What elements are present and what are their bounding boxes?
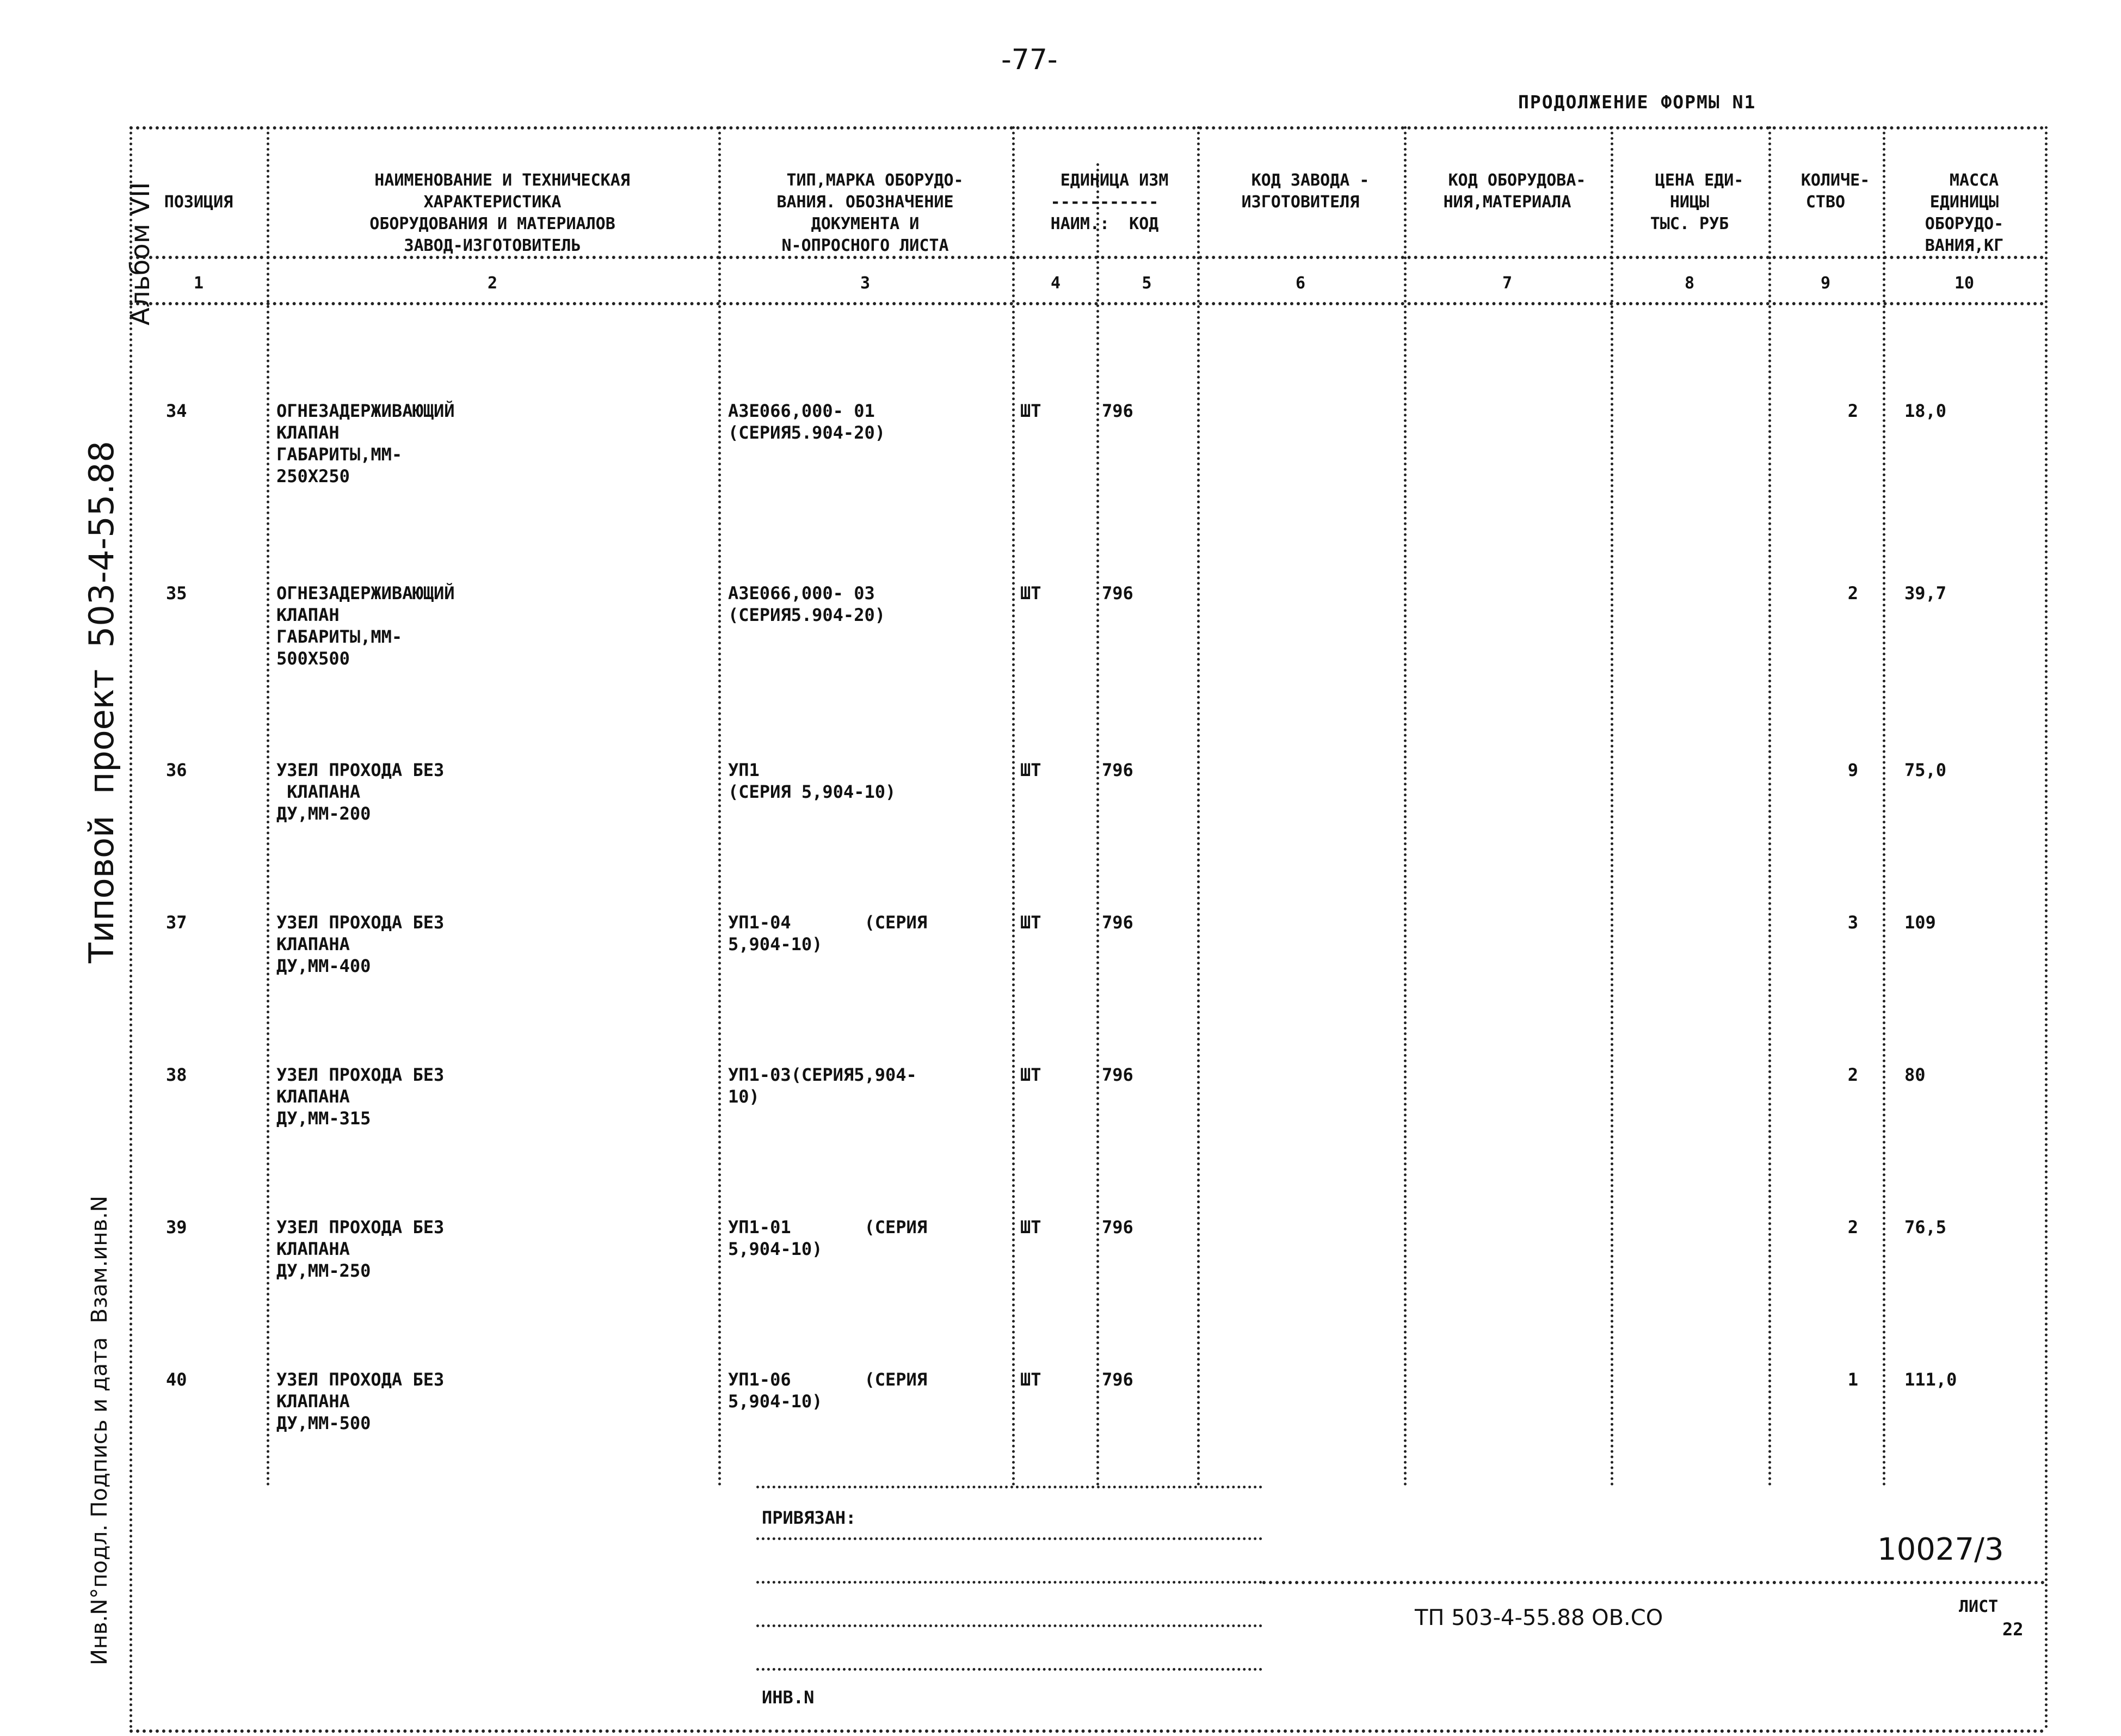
cell-name-line: УЗЕЛ ПРОХОДА БЕЗ [276,1217,445,1238]
col-sep [1611,126,1613,1487]
cell-unit: ШТ [1020,1217,1041,1238]
stamp-rule [756,1486,1262,1488]
column-number: 4 [1050,274,1061,293]
header-col-9: КОЛИЧЕ- СТВО [1801,171,1870,212]
cell-name-line: 250Х250 [276,466,350,487]
cell-pos: 40 [166,1369,187,1390]
cell-name-line: ДУ,ММ-500 [276,1413,371,1433]
col-sep [130,126,132,1729]
cell-name-line: ГАБАРИТЫ,ММ- [276,444,403,465]
cell-qty: 9 [1847,760,1858,780]
cell-unit: ШТ [1020,1369,1041,1390]
cell-type-line: УП1 [728,760,760,780]
cell-pos: 38 [166,1064,187,1085]
cell-type-line: (СЕРИЯ 5,904-10) [728,781,896,802]
cell-pos: 35 [166,583,187,604]
cell-code: 796 [1102,583,1133,604]
cell-name-line: ДУ,ММ-250 [276,1260,371,1281]
cell-code: 796 [1102,1369,1133,1390]
cell-name-line: 500Х500 [276,648,350,669]
cell-code: 796 [1102,760,1133,780]
column-number: 3 [860,274,871,293]
cell-code: 796 [1102,1217,1133,1238]
column-number: 6 [1295,274,1306,293]
cell-name-line: КЛАПАНА [276,1391,350,1412]
col-sep [1197,126,1200,1487]
cell-mass: 111,0 [1904,1369,1957,1390]
cell-qty: 3 [1847,912,1858,933]
cell-name [276,582,712,669]
cell-name [276,1369,712,1434]
cell-name-line: КЛАПАНА [276,1086,350,1107]
cell-unit: ШТ [1020,1064,1041,1085]
stamp-rule [756,1624,1262,1627]
stamp-bound-label: ПРИВЯЗАН: [762,1507,856,1528]
column-number: 9 [1820,274,1831,293]
cell-mass: 80 [1904,1064,1926,1085]
header-col-4-5: ЕДИНИЦА ИЗМ ----------- НАИМ.: КОД [1050,171,1169,233]
cell-name-line: КЛАПАНА [276,781,361,802]
cell-name-line: ГАБАРИТЫ,ММ- [276,626,403,647]
sheet-label: ЛИСТ [1959,1597,1999,1616]
page-number: -77- [1001,44,1058,76]
cell-type [728,1369,1011,1412]
cell-name-line: КЛАПАН [276,605,340,625]
header-col-6: КОД ЗАВОДА - ИЗГОТОВИТЕЛЯ [1241,171,1370,212]
cell-qty: 2 [1847,1064,1858,1085]
cell-name-line: ОГНЕЗАДЕРЖИВАЮЩИЙ [276,401,455,421]
cell-mass: 109 [1904,912,1936,933]
stamp-rule [756,1668,1262,1671]
col-sep [1883,126,1885,1487]
cell-qty: 1 [1847,1369,1858,1390]
cell-type [728,400,1011,444]
side-project-title-text: Типовой проект 503-4-55.88 [82,441,121,963]
cell-name-line: КЛАПАНА [276,1239,350,1259]
cell-unit: ШТ [1020,583,1041,604]
cell-name-line: УЗЕЛ ПРОХОДА БЕЗ [276,912,445,933]
col-sep [1768,126,1771,1487]
cell-name-line: КЛАПАНА [276,934,350,955]
handwritten-number: 10027/3 [1877,1532,2004,1567]
cell-qty: 2 [1847,1217,1858,1238]
col-sep [718,126,721,1487]
cell-mass: 39,7 [1904,583,1947,604]
cell-code: 796 [1102,401,1133,421]
column-number: 7 [1502,274,1513,293]
cell-type [728,1216,1011,1260]
header-col-1: ПОЗИЦИЯ [164,193,233,212]
cell-name-line: КЛАПАН [276,422,340,443]
cell-name-line: ДУ,ММ-200 [276,803,371,824]
cell-type [728,1064,1011,1107]
cell-unit: ШТ [1020,912,1041,933]
cell-name [276,759,712,824]
col-sep [1096,163,1099,1487]
cell-unit: ШТ [1020,401,1041,421]
column-number: 5 [1142,274,1152,293]
cell-pos: 36 [166,760,187,780]
stamp-inv-label: ИНВ.N [762,1687,815,1708]
cell-type-line: 5,904-10) [728,1391,823,1412]
cell-unit: ШТ [1020,760,1041,780]
cell-type [728,582,1011,626]
header-col-2: НАИМЕНОВАНИЕ И ТЕХНИЧЕСКАЯ ХАРАКТЕРИСТИКА ОБОРУДОВАНИЯ И МАТЕРИАЛОВ ЗАВОД-ИЗГОТОВИТЕЛЬ [369,171,630,255]
cell-type-line: УП1-06 (СЕРИЯ [728,1369,928,1390]
side-marks-text: Инв.N°подл. Подпись и дата Взам.инв.N [87,1196,112,1665]
column-number: 10 [1954,274,1975,293]
binding-stamp [756,1486,1262,1720]
cell-name [276,400,712,487]
col-sep [267,126,269,1487]
cell-type [728,759,1011,803]
cell-name-line: ДУ,ММ-400 [276,956,371,976]
column-number: 2 [487,274,498,293]
cell-type-line: УП1-03(СЕРИЯ5,904- [728,1064,917,1085]
cell-code: 796 [1102,912,1133,933]
cell-mass: 76,5 [1904,1217,1947,1238]
cell-type-line: УП1-01 (СЕРИЯ [728,1217,928,1238]
stamp-rule [756,1537,1262,1540]
cell-qty: 2 [1847,583,1858,604]
col-sep [1404,126,1407,1487]
column-number-rule [130,302,2045,305]
cell-type-line: 5,904-10) [728,1239,823,1259]
cell-mass: 75,0 [1904,760,1947,780]
side-marks [87,1165,120,1665]
cell-type-line: 10) [728,1086,760,1107]
header-col-10: МАССА ЕДИНИЦЫ ОБОРУДО- ВАНИЯ,КГ [1925,171,2004,255]
cell-name-line: УЗЕЛ ПРОХОДА БЕЗ [276,760,445,780]
header-col-7: КОД ОБОРУДОВА- НИЯ,МАТЕРИАЛА [1443,171,1586,212]
cell-name-line: ДУ,ММ-315 [276,1108,371,1129]
stamp-rule [756,1581,1262,1584]
cell-mass: 18,0 [1904,401,1947,421]
cell-type-line: А3Е066,000- 01 [728,401,875,421]
cell-name [276,1064,712,1129]
table-top-rule [130,126,2045,130]
header-col-3: ТИП,МАРКА ОБОРУДО- ВАНИЯ. ОБОЗНАЧЕНИЕ ДОКУМЕНТА И N-ОПРОСНОГО ЛИСТА [776,171,964,255]
col-sep [2045,126,2048,1729]
side-album-text: Альбом VII [125,182,156,325]
cell-type-line: А3Е066,000- 03 [728,583,875,604]
stamp-right-rule [1262,1581,2045,1584]
column-number: 8 [1684,274,1695,293]
cell-pos: 37 [166,912,187,933]
cell-name-line: УЗЕЛ ПРОХОДА БЕЗ [276,1369,445,1390]
header-col-8: ЦЕНА ЕДИ- НИЦЫ ТЫС. РУБ [1650,171,1744,233]
cell-name [276,1216,712,1282]
cell-name [276,912,712,977]
document-code: ТП 503-4-55.88 ОВ.СО [1415,1605,1663,1630]
sheet-number: 22 [2002,1619,2024,1640]
cell-pos: 34 [166,401,187,421]
table-bottom-rule [130,1729,2045,1733]
continuation-label: ПРОДОЛЖЕНИЕ ФОРМЫ N1 [1518,91,1756,113]
cell-code: 796 [1102,1064,1133,1085]
column-number: 1 [193,274,204,293]
cell-type [728,912,1011,955]
cell-name-line: УЗЕЛ ПРОХОДА БЕЗ [276,1064,445,1085]
cell-name-line: ОГНЕЗАДЕРЖИВАЮЩИЙ [276,583,455,604]
cell-pos: 39 [166,1217,187,1238]
cell-type-line: УП1-04 (СЕРИЯ [728,912,928,933]
cell-type-line: (СЕРИЯ5.904-20) [728,422,885,443]
cell-type-line: (СЕРИЯ5.904-20) [728,605,885,625]
cell-type-line: 5,904-10) [728,934,823,955]
cell-qty: 2 [1847,401,1858,421]
col-sep [1012,126,1015,1487]
